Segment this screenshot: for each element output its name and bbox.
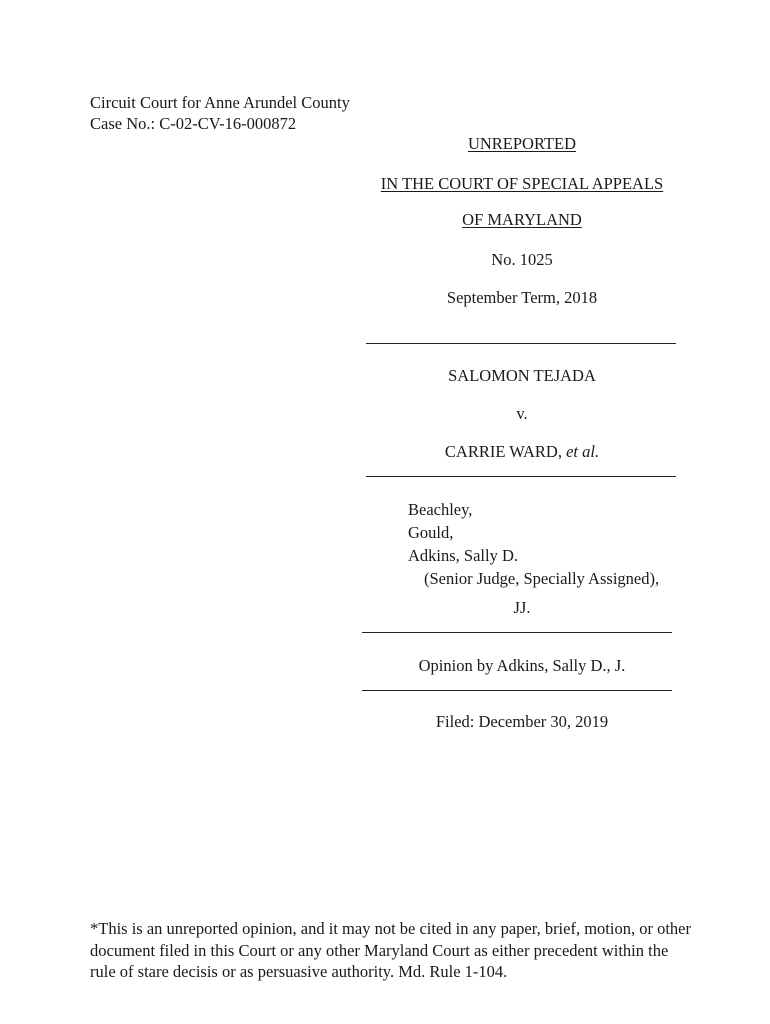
- case-number: Case No.: C-02-CV-16-000872: [90, 114, 297, 133]
- judge-1: Beachley,: [408, 500, 473, 519]
- divider-1: [366, 343, 676, 344]
- appellee-name: CARRIE WARD,: [444, 442, 567, 461]
- opinion-author: Opinion by Adkins, Sally D., J.: [418, 656, 626, 675]
- divider-3: [362, 632, 672, 633]
- term: September Term, 2018: [446, 288, 598, 307]
- divider-4: [362, 690, 672, 691]
- lower-court-name: Circuit Court for Anne Arundel County: [90, 93, 350, 112]
- panel-judges: [408, 498, 659, 590]
- footnote-line: *This is an unreported opinion, and it may not be cited in any paper, brief, motion, or other: [90, 919, 691, 938]
- versus: v.: [516, 404, 528, 423]
- judge-2: Gould,: [408, 523, 454, 542]
- judge-3: Adkins, Sally D.: [408, 546, 519, 565]
- footnote-line: rule of stare decisis or as persuasive authority. Md. Rule 1-104.: [90, 962, 508, 981]
- footnote-line: document filed in this Court or any other Maryland Court as either precedent within the: [90, 940, 669, 960]
- docket-number: No. 1025: [491, 250, 553, 269]
- filed-date: Filed: December 30, 2019: [435, 712, 609, 731]
- unreported-footnote: [90, 918, 690, 983]
- judge-designation: (Senior Judge, Specially Assigned),: [424, 569, 660, 588]
- lower-court-block: [90, 92, 350, 134]
- court-name-line1: IN THE COURT OF SPECIAL APPEALS: [380, 174, 664, 193]
- appellee: [362, 442, 682, 462]
- appellee-suffix: et al.: [566, 442, 600, 461]
- unreported-heading: UNREPORTED: [467, 134, 577, 153]
- appellant-name: SALOMON TEJADA: [448, 366, 596, 385]
- judges-closing: JJ.: [513, 598, 531, 617]
- court-name-line2: OF MARYLAND: [462, 210, 582, 229]
- divider-2: [366, 476, 676, 477]
